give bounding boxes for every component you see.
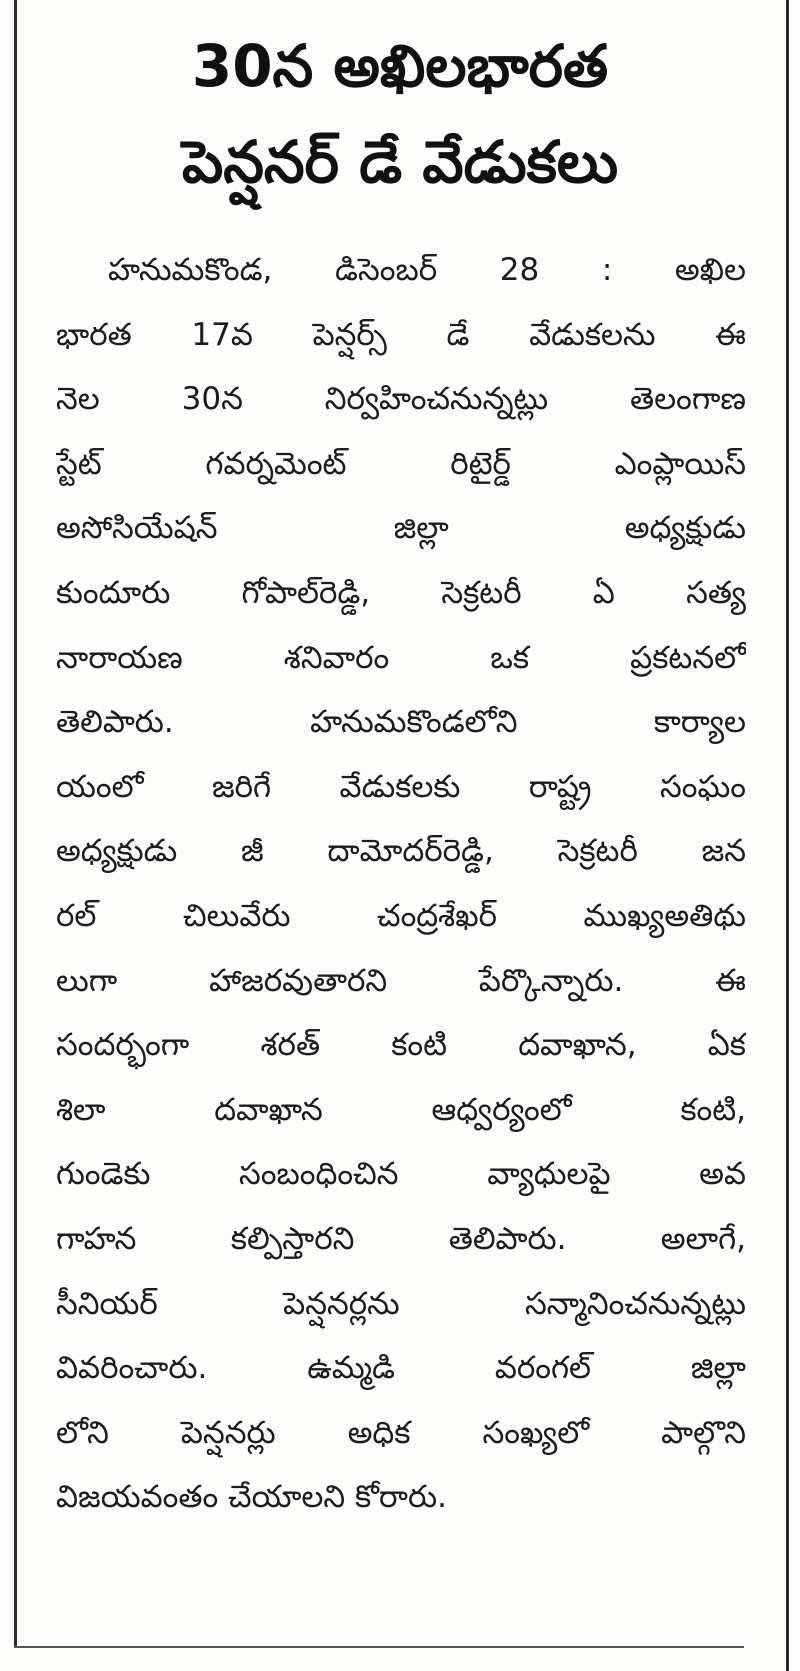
body-line: నారాయణ శనివారం ఒక ప్రకటనలో <box>56 639 746 676</box>
body-line: సందర్భంగా శరత్ కంటి దవాఖాన, ఏక <box>56 1027 746 1064</box>
article-body <box>56 238 746 1530</box>
headline-line-2: పెన్షనర్ డే వేడుకలు <box>181 128 619 196</box>
body-line: తెలిపారు. హనుమకొండలోని కార్యాల <box>56 704 746 741</box>
body-line: స్టేట్ గవర్నమెంట్ రిటైర్డ్ ఎంప్లాయిస్ <box>56 445 746 482</box>
body-line: వివరించారు. ఉమ్మడి వరంగల్ జిల్లా <box>56 1350 746 1387</box>
body-line: రల్ చిలువేరు చంద్రశేఖర్ ముఖ్యఅతిథు <box>56 897 746 934</box>
body-line: విజయవంతం చేయాలని కోరారు. <box>56 1479 447 1516</box>
body-line: భారత 17వ పెన్షర్స్ డే వేడుకలను ఈ <box>56 316 746 353</box>
body-line: లుగా హాజరవుతారని పేర్కొన్నారు. ఈ <box>56 962 746 999</box>
body-line: యంలో జరిగే వేడుకలకు రాష్ట్ర సంఘం <box>56 768 746 805</box>
body-line: కుందూరు గోపాల్‌రెడ్డి, సెక్రటరీ ఏ సత్య <box>56 574 746 611</box>
body-line: అధ్యక్షుడు జీ దామోదర్‌రెడ్డి, సెక్రటరీ జన <box>56 833 746 870</box>
body-line: హనుమకొండ, డిసెంబర్ 28 : అఖిల <box>108 252 746 288</box>
body-line: నెల 30న నిర్వహించనున్నట్లు తెలంగాణ <box>56 381 746 418</box>
body-line: గాహన కల్పిస్తారని తెలిపారు. అలాగే, <box>56 1220 746 1257</box>
body-line: సీనియర్ పెన్షనర్లను సన్మానించనున్నట్లు <box>56 1285 746 1322</box>
body-line: అసోసియేషన్ జిల్లా అధ్యక్షుడు <box>56 510 746 547</box>
body-line: గుండెకు సంబంధించిన వ్యాధులపై అవ <box>56 1156 746 1193</box>
right-column-rule <box>786 0 789 1671</box>
left-column-rule <box>14 0 17 1648</box>
headline-line-1: 30న అఖిలభారత <box>191 32 609 100</box>
body-line: శిలా దవాఖాన ఆధ్వర్యంలో కంటి, <box>56 1091 746 1128</box>
bottom-rule <box>14 1646 744 1648</box>
body-line: లోని పెన్షనర్లు అధిక సంఖ్యలో పాల్గొని <box>56 1414 746 1451</box>
headline <box>40 18 760 210</box>
